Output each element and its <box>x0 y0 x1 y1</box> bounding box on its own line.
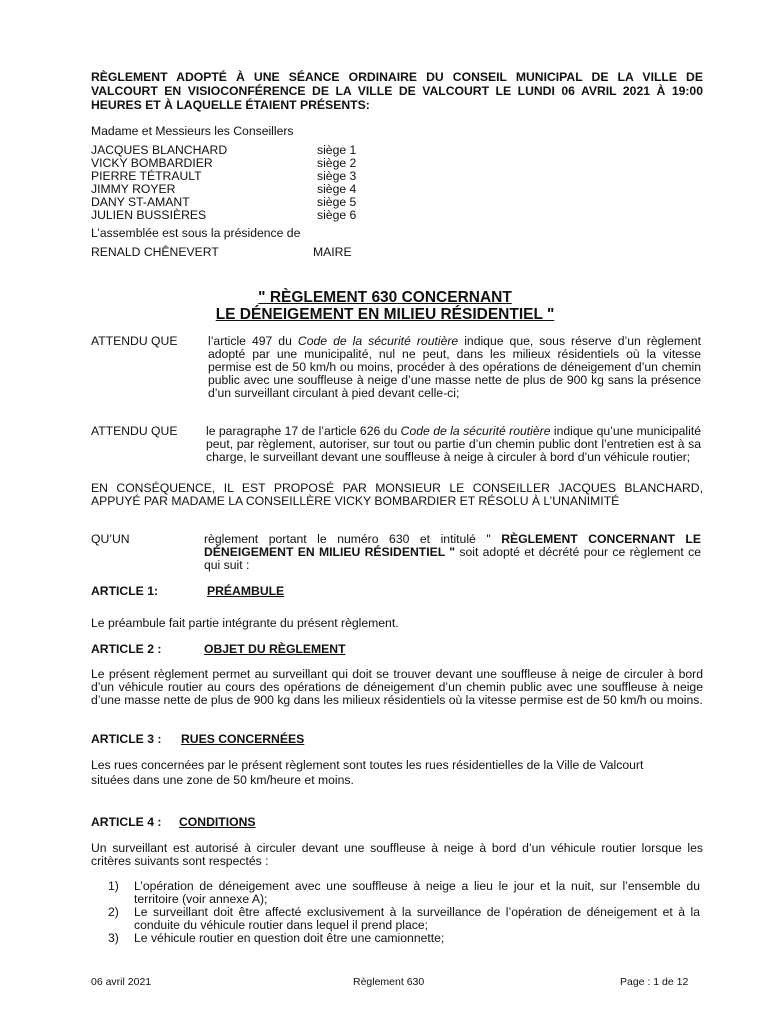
member-seat: siège 5 <box>317 195 357 209</box>
list-number: 3) <box>108 931 119 945</box>
member-name: JACQUES BLANCHARD <box>91 143 228 157</box>
member-name: VICKY BOMBARDIER <box>91 156 213 170</box>
resolution-post: soit adopté et décrété pour ce règlement ce qui suit : <box>204 545 702 572</box>
member-seat: siège 2 <box>317 156 357 170</box>
list-number: 2) <box>108 905 119 919</box>
resolution-title: RÈGLEMENT CONCERNANT LE DÉNEIGEMENT EN MILIEU RÉSIDENTIEL " <box>204 532 701 559</box>
list-item <box>108 906 700 932</box>
article-text: Le présent règlement permet au surveillant qui doit se trouver devant une souffleuse à neige de circuler à bord d’un véhicule routier au cours des opérations de déneigement d’un chemin public avec une souffleuse à neige d’une masse nette de plus de 900 kg dans les milieux résidentiels où la vitesse permise est de 50 km/h ou moins. <box>91 667 703 707</box>
article-text: Un surveillant est autorisé à circuler devant une souffleuse à neige à bord d’un véhicule routier lorsque les critères suivants sont respectés : <box>91 841 703 868</box>
president-role: MAIRE <box>313 245 352 259</box>
resolution-label: QU’UN <box>91 532 130 546</box>
whereas-text-pre: le paragraphe 17 de l’article 626 du <box>206 424 401 438</box>
whereas-text <box>206 425 701 464</box>
footer-document: Règlement 630 <box>353 976 425 988</box>
members-table <box>91 144 356 222</box>
bylaw-title-line1: " RÈGLEMENT 630 CONCERNANT <box>258 289 512 306</box>
council-intro: Madame et Messieurs les Conseillers <box>91 124 294 138</box>
footer-page-number: Page : 1 de 12 <box>620 976 689 988</box>
member-name: DANY ST-AMANT <box>91 195 190 209</box>
article-heading: CONDITIONS <box>179 815 256 829</box>
article-label: ARTICLE 3 : <box>91 732 162 746</box>
bylaw-title <box>0 289 770 323</box>
consequence-paragraph: EN CONSÉQUENCE, IL EST PROPOSÉ PAR MONSIEUR LE CONSEILLER JACQUES BLANCHARD, APPUYÉ PAR MADAME LA CONSEILLÈRE VICKY BOMBARDIER ET RÉSOLU À L’UNANIMITÉ <box>91 481 703 508</box>
list-text: L’opération de déneigement avec une souffleuse à neige a lieu le jour et la nuit, sur l’ensemble du territoire (voir annexe A); <box>134 879 700 906</box>
list-item <box>108 880 700 906</box>
member-row <box>91 209 356 222</box>
article-heading: OBJET DU RÈGLEMENT <box>204 642 346 656</box>
whereas-text <box>208 335 701 400</box>
conditions-list <box>108 880 700 945</box>
whereas-text-post: indique qu’une municipalité peut, par règlement, autoriser, sur tout ou partie d’un chemin public dont l’entretien est à sa charge, le surveillant devant une souffleuse à neige à circuler à bord d’un véhicule routier; <box>206 424 701 464</box>
whereas-label: ATTENDU QUE <box>91 334 178 348</box>
list-text: Le véhicule routier en question doit être une camionnette; <box>134 931 445 945</box>
assembly-text: L’assemblée est sous la présidence de <box>91 226 301 240</box>
whereas-code-ref: Code de la sécurité routière <box>297 334 459 348</box>
article-label: ARTICLE 4 : <box>91 815 162 829</box>
session-header: RÈGLEMENT ADOPTÉ À UNE SÉANCE ORDINAIRE DU CONSEIL MUNICIPAL DE LA VILLE DE VALCOURT EN VISIOCONFÉRENCE DE LA VILLE DE VALCOURT LE LUNDI 06 AVRIL 2021 À 19:00 HEURES ET À LAQUELLE ÉTAIENT PRÉSENTS: <box>91 70 703 112</box>
president-row <box>91 246 352 259</box>
member-seat: siège 3 <box>317 169 357 183</box>
whereas-text-post: indique que, sous réserve d’un règlement adopté par une municipalité, nul ne peut, dans les milieux résidentiels où la vitesse permise est de 50 km/h ou moins, procéder à des opérations de déneigement d’un chemin public avec une souffleuse à neige d’une masse nette de plus de 900 kg sans la présence d’un surveillant circulant à pied devant celle-ci; <box>208 334 701 400</box>
member-name: PIERRE TÉTRAULT <box>91 169 202 183</box>
bylaw-title-line2: LE DÉNEIGEMENT EN MILIEU RÉSIDENTIEL " <box>215 306 555 323</box>
member-seat: siège 1 <box>317 143 357 157</box>
member-name: JIMMY ROYER <box>91 182 176 196</box>
list-item <box>108 932 700 945</box>
article-label: ARTICLE 1: <box>91 584 159 598</box>
article-text: Les rues concernées par le présent règlement sont toutes les rues résidentielles de la Ville de Valcourt situées dans une zone de 50 km/heure et moins. <box>91 758 644 787</box>
resolution-pre: règlement portant le numéro 630 et intitulé " <box>204 532 502 546</box>
article-label: ARTICLE 2 : <box>91 642 162 656</box>
footer-date: 06 avril 2021 <box>91 976 152 988</box>
member-name: JULIEN BUSSIÈRES <box>91 208 207 222</box>
member-seat: siège 6 <box>317 208 357 222</box>
article-text: Le préambule fait partie intégrante du présent règlement. <box>91 616 399 630</box>
whereas-label: ATTENDU QUE <box>91 424 178 438</box>
list-text: Le surveillant doit être affecté exclusivement à la surveillance de l’opération de déneigement et à la conduite du véhicule routier dans lequel il prend place; <box>134 905 700 932</box>
whereas-code-ref: Code de la sécurité routière <box>400 424 551 438</box>
list-number: 1) <box>108 879 119 893</box>
resolution-text <box>204 533 701 572</box>
whereas-text-pre: l’article 497 du <box>208 334 298 348</box>
article-heading: RUES CONCERNÉES <box>181 732 305 746</box>
president-name: RENALD CHÊNEVERT <box>91 245 219 259</box>
member-seat: siège 4 <box>317 182 357 196</box>
article-heading: PRÉAMBULE <box>207 584 285 598</box>
